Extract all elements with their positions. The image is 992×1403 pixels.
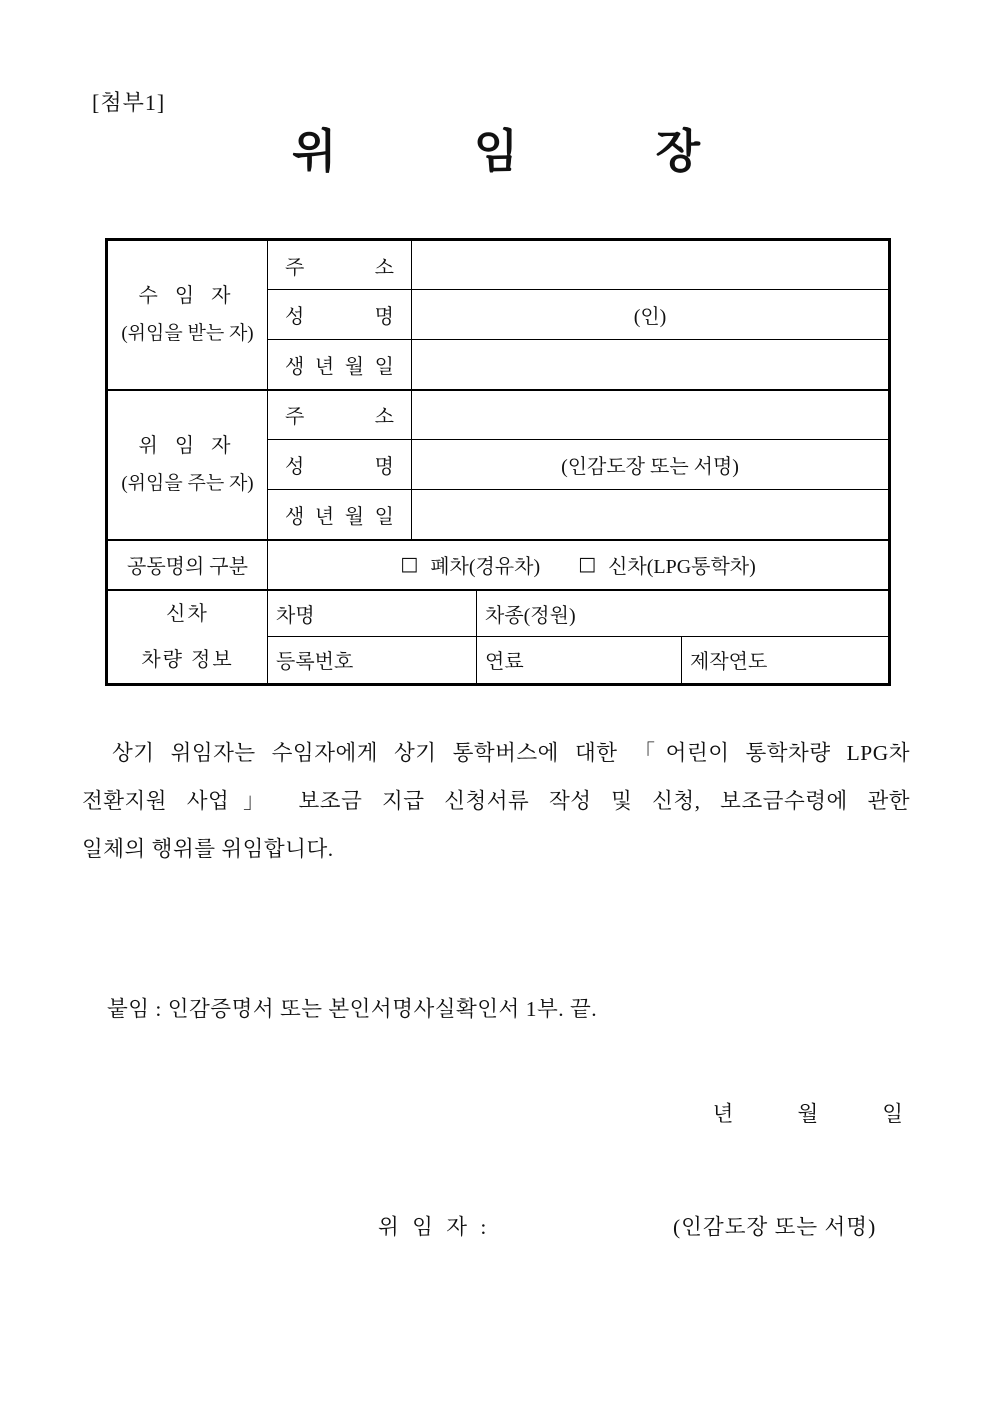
- recipient-role-cell: [107, 240, 268, 390]
- title-char-3: 장: [655, 125, 700, 177]
- vehicle-fuel-field[interactable]: 연료: [477, 637, 682, 684]
- checkbox-scrap-diesel-label: 폐차(경유차): [430, 556, 541, 578]
- vehicle-year-field[interactable]: 제작연도: [682, 637, 890, 684]
- delegator-name-label-cell: 성 명: [268, 440, 412, 490]
- vehicle-reg-field[interactable]: 등록번호: [268, 637, 477, 684]
- recipient-address-field[interactable]: [412, 240, 890, 290]
- vehicle-type-field[interactable]: 차종(정원): [477, 590, 890, 637]
- recipient-name-label-cell: 성 명: [268, 290, 412, 340]
- recipient-birth-label-cell: 생 년 월 일: [268, 340, 412, 390]
- page-title: [0, 126, 992, 177]
- table-row: [107, 390, 890, 440]
- table-row: [107, 590, 890, 637]
- statement-line-1: 상기 위임자는 수임자에게 상기 통학버스에 대한 「어린이 통학차량 LPG차: [112, 741, 910, 765]
- checkbox-icon[interactable]: □: [400, 553, 419, 575]
- vehicle-info-role-cell: [107, 590, 268, 685]
- delegator-role-sublabel: (위임을 주는 자): [121, 472, 254, 494]
- date-month-label: 월: [797, 1102, 819, 1126]
- checkbox-icon[interactable]: □: [578, 553, 597, 575]
- delegator-role-cell: [107, 390, 268, 540]
- statement-line-3: 일체의 행위를 위임합니다.: [82, 837, 334, 861]
- checkbox-new-lpg[interactable]: [578, 550, 756, 579]
- delegator-birth-field[interactable]: [412, 490, 890, 540]
- delegator-name-field[interactable]: (인감도장 또는 서명): [412, 440, 890, 490]
- vehicle-info-label-line1: 신차: [166, 602, 209, 625]
- delegator-address-field[interactable]: [412, 390, 890, 440]
- title-char-1: 위: [292, 125, 337, 177]
- title-char-2: 임: [473, 125, 519, 177]
- date-day-label: 일: [882, 1102, 903, 1126]
- vehicle-info-label-line2: 차량 정보: [141, 648, 234, 671]
- recipient-role-label: 수 임 자: [138, 284, 237, 307]
- statement-line-2: 전환지원 사업」 보조금 지급 신청서류 작성 및 신청, 보조금수령에 관한: [82, 789, 910, 813]
- delegation-statement: [82, 729, 910, 873]
- signature-seal-hint: (인감도장 또는 서명): [673, 1215, 877, 1239]
- checkbox-new-lpg-label: 신차(LPG통학차): [608, 556, 756, 578]
- delegation-table: [105, 238, 891, 686]
- delegator-birth-label-cell: 생 년 월 일: [268, 490, 412, 540]
- date-year-label: 년: [712, 1102, 734, 1126]
- vehicle-model-field[interactable]: 차명: [268, 590, 477, 637]
- delegator-role-label: 위 임 자: [138, 434, 237, 457]
- attachment-note: 붙임 : 인감증명서 또는 본인서명사실확인서 1부. 끝.: [107, 997, 598, 1021]
- recipient-address-label-cell: 주 소: [268, 240, 412, 290]
- checkbox-scrap-diesel[interactable]: [400, 550, 540, 579]
- recipient-birth-field[interactable]: [412, 340, 890, 390]
- date-line: [713, 1097, 903, 1128]
- table-row: [107, 540, 890, 590]
- table-row: [107, 240, 890, 290]
- attachment-tag: [첨부1]: [92, 90, 166, 115]
- signature-label: 위 임 자 :: [378, 1215, 491, 1239]
- joint-name-options-cell: [268, 540, 890, 590]
- recipient-role-sublabel: (위임을 받는 자): [121, 322, 254, 344]
- recipient-name-field[interactable]: (인): [412, 290, 890, 340]
- delegator-address-label-cell: 주 소: [268, 390, 412, 440]
- joint-name-label-cell: 공동명의 구분: [107, 540, 268, 590]
